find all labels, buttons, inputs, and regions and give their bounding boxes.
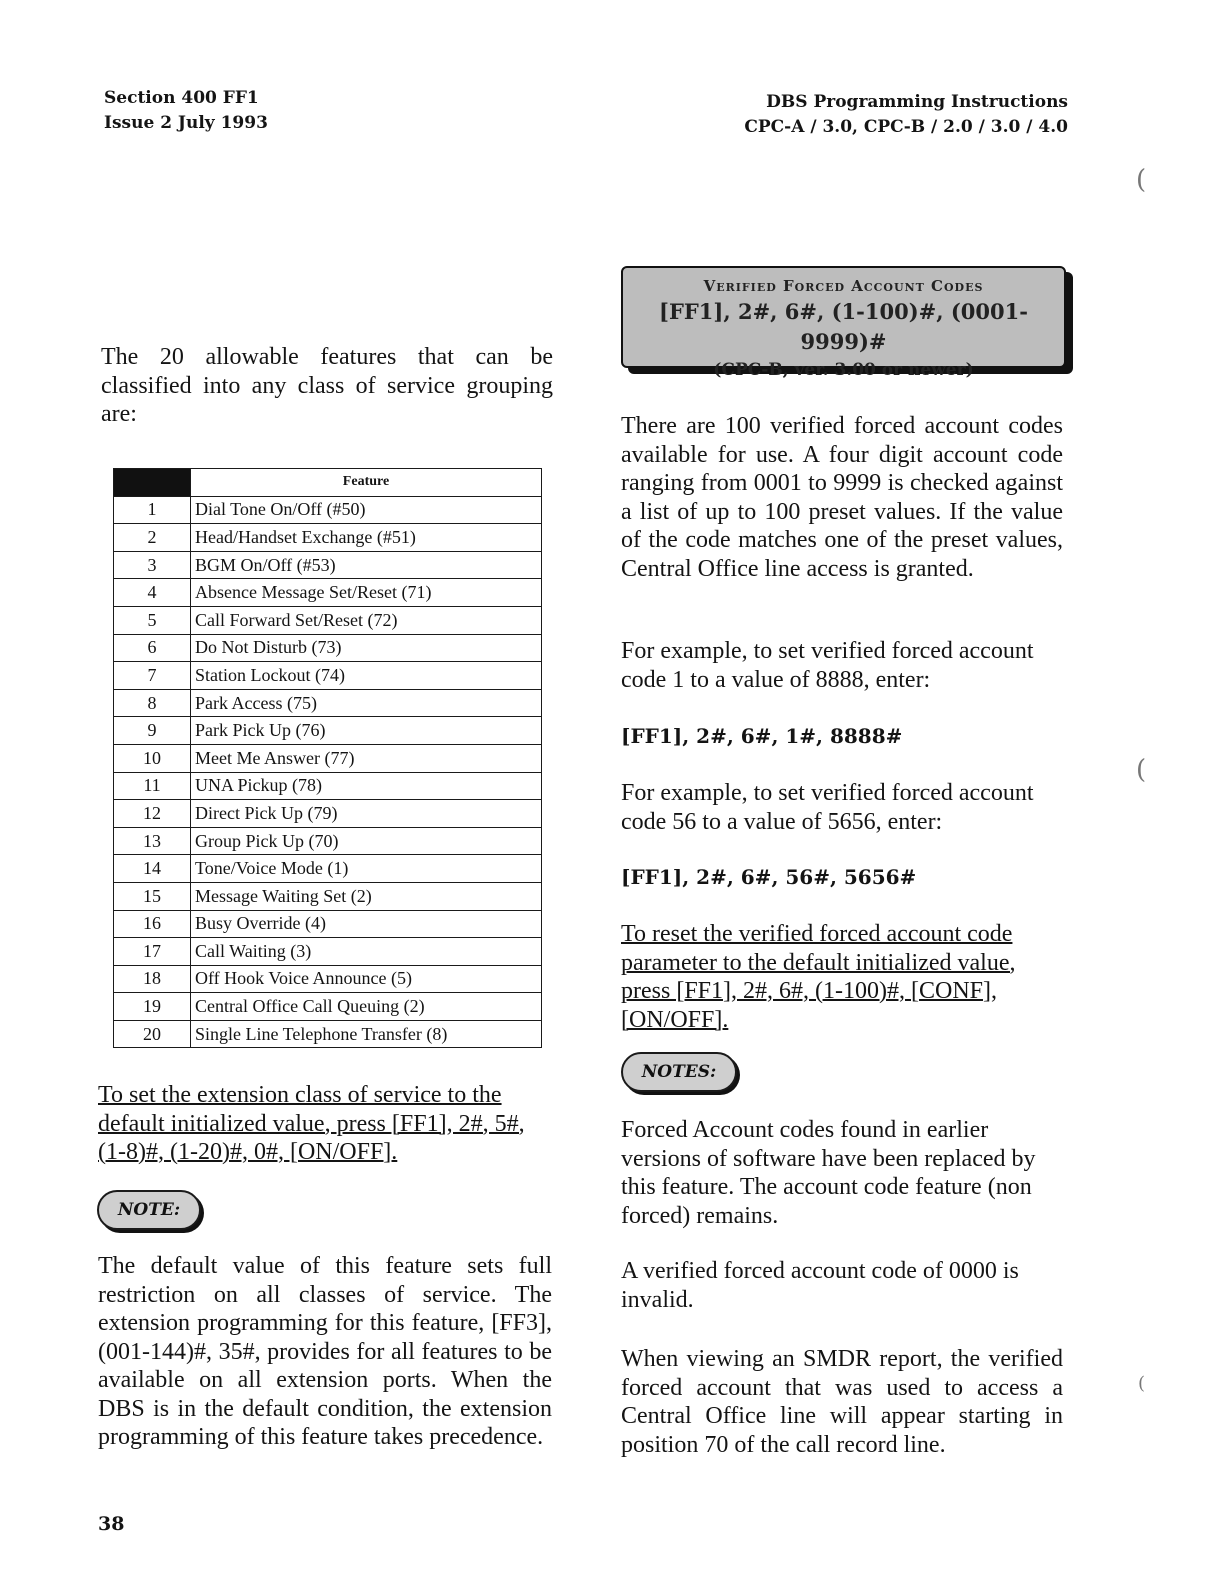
row-number: 14 xyxy=(114,855,191,883)
doc-versions: CPC-A / 3.0, CPC-B / 2.0 / 3.0 / 4.0 xyxy=(744,117,1068,137)
example1-text: For example, to set verified forced account code 1 to a value of 8888, enter: xyxy=(621,638,1034,693)
row-number: 3 xyxy=(114,551,191,579)
doc-title: DBS Programming Instructions xyxy=(766,92,1068,112)
reset-class-instruction: To set the extension class of service to the default initialized value, press [FF1], 2#, 5#, (1-8)#, (1-20)#, 0#, [ON/OFF]. xyxy=(98,1082,525,1165)
table-row xyxy=(114,634,542,662)
feature-name: Group Pick Up (70) xyxy=(191,827,542,855)
example2-text: For example, to set verified forced account code 56 to a value of 5656, enter: xyxy=(621,780,1034,835)
table-row xyxy=(114,606,542,634)
vfac-version: (CPC-B, ver. 3.00 or newer) xyxy=(713,360,974,380)
note-smdr: When viewing an SMDR report, the verified forced account that was used to access a Central Office line will appear starting in position 70 of the call record line. xyxy=(621,1346,1063,1458)
row-number: 9 xyxy=(114,717,191,745)
table-row xyxy=(114,689,542,717)
table-row xyxy=(114,496,542,524)
feature-table xyxy=(113,468,542,1048)
feature-name: Park Access (75) xyxy=(191,689,542,717)
notes-badge: NOTES: xyxy=(621,1052,737,1092)
row-number: 2 xyxy=(114,524,191,552)
example1-code: [FF1], 2#, 6#, 1#, 8888# xyxy=(621,724,903,748)
table-row xyxy=(114,827,542,855)
header-right xyxy=(640,90,1068,140)
table-row xyxy=(114,551,542,579)
table-row xyxy=(114,524,542,552)
feature-name: Dial Tone On/Off (#50) xyxy=(191,496,542,524)
reset-vfac-instruction: To reset the verified forced account code parameter to the default initialized value, press [FF1], 2#, 6#, (1-100)#, [CONF], [ON/OFF]. xyxy=(621,921,1016,1033)
table-row xyxy=(114,662,542,690)
example2-code: [FF1], 2#, 6#, 56#, 5656# xyxy=(621,865,917,889)
available-codes-paragraph: There are 100 verified forced account codes available for use. A four digit account code ranging from 0001 to 9999 is checked against a list of up to 100 preset values. If the value of the code matches one of the preset values, Central Office line access is granted. xyxy=(621,413,1063,582)
row-number: 13 xyxy=(114,827,191,855)
table-row xyxy=(114,855,542,883)
row-number: 15 xyxy=(114,882,191,910)
feature-name: Meet Me Answer (77) xyxy=(191,744,542,772)
row-number: 7 xyxy=(114,662,191,690)
note-badge: NOTE: xyxy=(97,1190,201,1230)
table-row xyxy=(114,744,542,772)
feature-name: Busy Override (4) xyxy=(191,910,542,938)
row-number: 8 xyxy=(114,689,191,717)
margin-mark: ( xyxy=(1136,755,1147,785)
margin-mark: ( xyxy=(1136,165,1147,195)
table-row xyxy=(114,993,542,1021)
row-number: 4 xyxy=(114,579,191,607)
table-row xyxy=(114,579,542,607)
page-number: 38 xyxy=(98,1513,125,1535)
feature-name: Station Lockout (74) xyxy=(191,662,542,690)
note-invalid-code: A verified forced account code of 0000 is invalid. xyxy=(621,1258,1019,1313)
vfac-title: Verified Forced Account Codes xyxy=(703,277,984,295)
issue-date: Issue 2 July 1993 xyxy=(104,113,268,133)
row-number: 19 xyxy=(114,993,191,1021)
feature-name: Single Line Telephone Transfer (8) xyxy=(191,1020,542,1048)
row-number: 20 xyxy=(114,1020,191,1048)
feature-name: Call Forward Set/Reset (72) xyxy=(191,606,542,634)
table-row xyxy=(114,772,542,800)
row-number: 17 xyxy=(114,938,191,966)
feature-name: Direct Pick Up (79) xyxy=(191,800,542,828)
feature-name: Message Waiting Set (2) xyxy=(191,882,542,910)
row-number: 10 xyxy=(114,744,191,772)
row-number: 12 xyxy=(114,800,191,828)
feature-table-header-row xyxy=(114,469,542,497)
table-row xyxy=(114,910,542,938)
table-number-header xyxy=(114,469,191,497)
feature-table-body xyxy=(114,496,542,1048)
section-label: Section 400 FF1 xyxy=(104,88,259,108)
note-forced-account: Forced Account codes found in earlier versions of software have been replaced by this feature. The account code feature (non forced) remains. xyxy=(621,1117,1036,1229)
row-number: 18 xyxy=(114,965,191,993)
table-row xyxy=(114,1020,542,1048)
table-row xyxy=(114,717,542,745)
feature-name: Central Office Call Queuing (2) xyxy=(191,993,542,1021)
table-row xyxy=(114,965,542,993)
row-number: 1 xyxy=(114,496,191,524)
table-row xyxy=(114,800,542,828)
feature-name: Park Pick Up (76) xyxy=(191,717,542,745)
feature-name: UNA Pickup (78) xyxy=(191,772,542,800)
table-row xyxy=(114,882,542,910)
default-value-paragraph: The default value of this feature sets full restriction on all classes of service. The extension programming for this feature, [FF3], (001-144)#, 35#, provides for all features to be available on all extension ports. When the DBS is in the default condition, the extension programming of this feature takes precedence. xyxy=(98,1253,552,1450)
row-number: 11 xyxy=(114,772,191,800)
header-left xyxy=(104,86,268,136)
feature-name: Off Hook Voice Announce (5) xyxy=(191,965,542,993)
vfac-code: [FF1], 2#, 6#, (1-100)#, (0001-9999)# xyxy=(659,299,1028,354)
row-number: 6 xyxy=(114,634,191,662)
feature-name: Tone/Voice Mode (1) xyxy=(191,855,542,883)
intro-paragraph: The 20 allowable features that can be classified into any class of service grouping are: xyxy=(101,344,553,427)
feature-name: BGM On/Off (#53) xyxy=(191,551,542,579)
margin-mark: ( xyxy=(1138,1373,1146,1394)
feature-name: Call Waiting (3) xyxy=(191,938,542,966)
feature-name: Head/Handset Exchange (#51) xyxy=(191,524,542,552)
feature-name: Absence Message Set/Reset (71) xyxy=(191,579,542,607)
feature-name: Do Not Disturb (73) xyxy=(191,634,542,662)
table-row xyxy=(114,938,542,966)
table-feature-header: Feature xyxy=(191,469,542,497)
verified-forced-account-codes-box xyxy=(621,266,1066,380)
row-number: 16 xyxy=(114,910,191,938)
row-number: 5 xyxy=(114,606,191,634)
